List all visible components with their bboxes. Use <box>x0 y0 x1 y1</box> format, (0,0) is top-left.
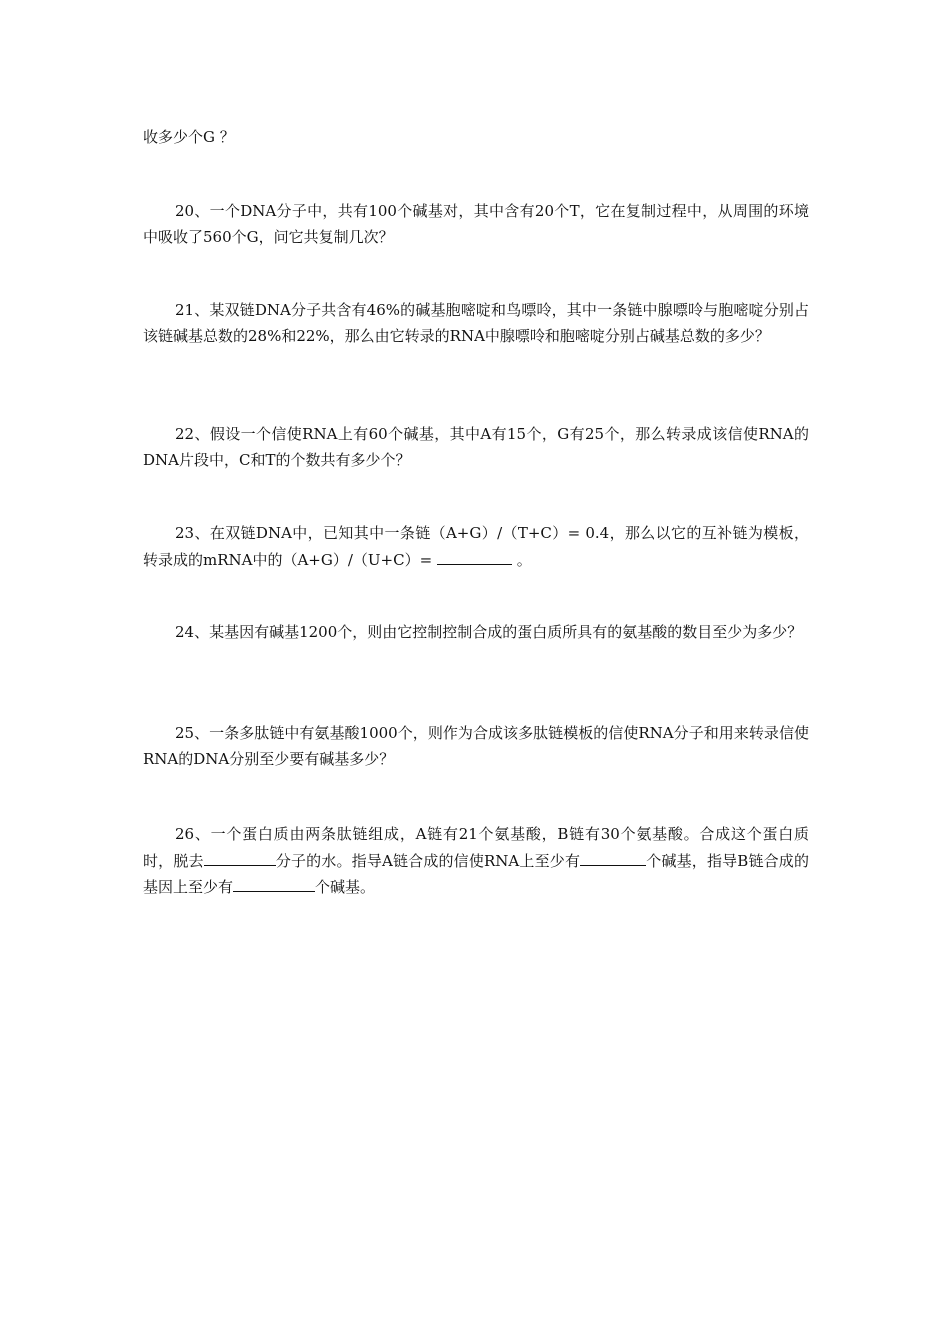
question-19-continuation <box>143 125 809 151</box>
question-26-blank-gene-bases[interactable] <box>233 874 315 892</box>
question-20-text: 20、一个DNA分子中，共有100个碱基对，其中含有20个T，它在复制过程中，从周围的环境中吸收了560个G，问它共复制几次？ <box>143 202 809 246</box>
question-26 <box>143 822 809 901</box>
question-26-blank-water[interactable] <box>204 848 276 866</box>
question-22-text: 22、假设一个信使RNA上有60个碱基，其中A有15个，G有25个，那么转录成该信使RNA的DNA片段中，C和T的个数共有多少个？ <box>143 425 809 469</box>
question-24-text: 24、某基因有碱基1200个，则由它控制控制合成的蛋白质所具有的氨基酸的数目至少为多少？ <box>175 623 803 641</box>
question-26-text: 26、一个蛋白质由两条肽链组成，A链有21个氨基酸，B链有30个氨基酸。合成这个蛋白质时，脱去 <box>143 825 809 870</box>
question-23-answer-blank[interactable] <box>437 547 512 565</box>
question-20 <box>143 199 809 250</box>
question-25 <box>143 721 809 772</box>
question-26-text-3: 个碱基，指导B链合成的基因上至少有 <box>143 851 809 896</box>
question-22 <box>143 422 809 473</box>
question-23 <box>143 521 809 573</box>
question-24 <box>143 620 809 646</box>
question-26-blank-mrna-bases[interactable] <box>580 848 646 866</box>
question-21 <box>143 298 809 349</box>
question-26-text-4: 个碱基。 <box>315 878 376 896</box>
question-23-text-end: 。 <box>511 550 532 569</box>
question-21-text: 21、某双链DNA分子共含有46%的碱基胞嘧啶和鸟嘌呤，其中一条链中腺嘌呤与胞嘧啶分别占该链碱基总数的28%和22%，那么由它转录的RNA中腺嘌呤和胞嘧啶分别占碱基总数的多少？ <box>143 301 809 345</box>
question-23-text: 23、在双链DNA中，已知其中一条链（A+G）/（T+C）= 0.4，那么以它的互补链为模板，转录成的mRNA中的（A+G）/（U+C）= <box>143 524 809 569</box>
question-25-text: 25、一条多肽链中有氨基酸1000个，则作为合成该多肽链模板的信使RNA分子和用来转录信使RNA的DNA分别至少要有碱基多少？ <box>143 724 809 768</box>
question-19-continuation-text: 收多少个G ？ <box>143 128 235 146</box>
question-26-text-2: 分子的水。指导A链合成的信使RNA上至少有 <box>275 851 581 870</box>
